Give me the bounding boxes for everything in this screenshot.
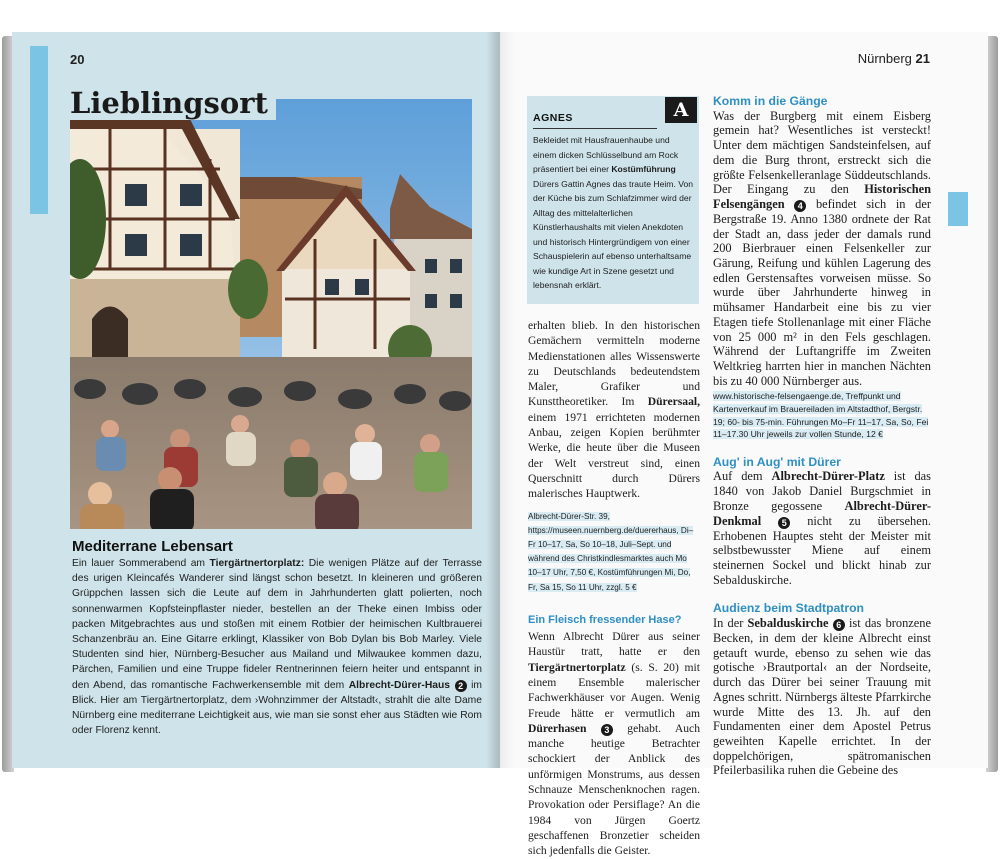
- middle-paragraph-1: [528, 318, 700, 502]
- text-run: Die wenigen Plätze auf der Terrasse des urigen Kleincafés Wanderer sind längst schon besetzt. In kleineren und größeren Grüppchen lassen sich die Leute auf dem in Jahrhunderten glatt polierten, noch sonnenwarmen Kopfsteinpflaster nieder, bestellen an der Theke einen Imbiss oder packen Mitgebrachtes aus und stoßen mit einem Rotbier der heimischen Kultbrauerei Schanzenbräu an. Eine Gitarre erklingt, Klassiker von Bob Dylan bis Bob Marley. Viele Studenten sind hier, Nürnberg-Besucher aus Mailand und Milwaukee kommen dazu, Pärchen, Familien und eine Truppe fideler Rentnerinnen feiern heiter und entspannt in den Abend, das romantische Fachwerkensemble mit dem: [72, 558, 482, 691]
- map-marker-number-icon: 6: [833, 619, 845, 631]
- text-run: (s. S. 20) mit einem Ensemble malerischer Fachwerkhäuser vor Augen. Wenig Freude hätte er vermutlich am: [528, 660, 700, 720]
- text-run: Was der Burgberg mit einem Eisberg gemein hat? Wesentliches ist versteckt! Unter dem mächtigen Sandsteinfelsen, auf dem die Burg thront, erstreckt sich die größte Felsenkelleranlage Süddeutschlands. Der Eingang zu den: [713, 108, 931, 197]
- middle-paragraph-2: [528, 629, 700, 858]
- bold-term: Dürersaal,: [647, 395, 700, 409]
- middle-column: [528, 318, 700, 859]
- bold-term: Sebalduskirche: [747, 616, 829, 631]
- text-run: Bekleidet mit Hausfrauenhaube und einem dicken Schlüsselbund am Rock präsentiert bei einer: [533, 135, 679, 174]
- map-marker-number-icon: 5: [778, 517, 790, 529]
- right-paragraph-1: [713, 109, 931, 389]
- bold-term: Albrecht-Dürer-Denkmal: [713, 498, 931, 528]
- duererhaus-info: [528, 510, 700, 595]
- text-run: Dürers Gattin Agnes das traute Heim. Von der Küche bis zum Schlafzimmer wird der Alltag des mittelalterlichen Künstlerhaushalts mit vielen Anekdoten und historisch Hintergründigem von einer Schauspielerin auf ebenso unterhaltsame wie kundige Art in Szene gesetzt und lebensnah erklärt.: [533, 178, 694, 290]
- text-run: [586, 722, 600, 735]
- heading-komm-in-die-gaenge: Komm in die Gänge: [713, 94, 828, 108]
- text-run: Auf dem: [713, 469, 772, 484]
- text-run: befindet sich in der Bergstraße 19. Anno 1380 ordnete der Rat der Stadt an, dass jeder der damals rund 200 Bierbrauer einen Felsenkeller zur Gärung, Reifung und kühlen Lagerung des edlen Gerstensaftes vorweisen müsse. So wurde über Jahrhunderte hinweg in mühsamer Handarbeit eine bis zu vier Etagen tiefe Stollenanlage mit einer Fläche von 25 000 m² in den Fels geschlagen. Während der Luftangriffe im Zweiten Weltkrieg harrten hier in manchen Nächten bis zu 40 000 Nürnberger aus.: [713, 196, 931, 388]
- tiergaertnertorplatz-photo: [70, 99, 472, 529]
- bold-term: Albrecht-Dürer-Haus: [348, 679, 451, 691]
- bold-term: Albrecht-Dürer-Platz: [771, 469, 885, 484]
- text-run: einem 1971 errichteten modernen Anbau, zeigen Kopien berühmter Werke, die heute über die Museen der Welt verstreut sind, einen Querschnitt durch Dürers malerisches Hauptwerk.: [528, 410, 700, 501]
- page-number-left: 20: [70, 52, 85, 67]
- text-run: nicht zu übersehen. Erhobenen Hauptes steht der Meister mit selbstbewusster Miene auf einem steinernen Sockel und blickt hinab zur Sebalduskirche.: [713, 513, 931, 587]
- felsengaenge-info: [713, 390, 931, 440]
- running-head-right: [840, 51, 930, 66]
- favorite-place-title: Lieblingsort: [66, 86, 276, 120]
- text-run: gehabt. Auch manche heutige Betrachter schockiert der Anblick des unförmigen Monstrums, aus dessen Schnauze Menschenknochen ragen. Provokation oder Persiflage? An die 1984 von Jürgen Goertz geschaffenen Bronzetier scheiden sich jedenfalls die Geister.: [528, 721, 700, 858]
- bold-term: Tiergärtnertorplatz: [528, 660, 626, 674]
- agnes-box-rule: [533, 128, 657, 129]
- bold-term: Historischen Felsengängen: [713, 182, 931, 211]
- map-marker-number-icon: 4: [794, 200, 806, 212]
- agnes-box-title: AGNES: [533, 112, 573, 124]
- right-paragraph-2: [713, 469, 931, 587]
- book-gutter: [486, 32, 514, 768]
- chapter-tab-right: [948, 192, 968, 226]
- duererhaus-info-text: Albrecht-Dürer-Str. 39, https://museen.nuernberg.de/duererhaus, Di–Fr 10–17, Sa, So 10–18, Juli–Sept. und während des Christkindlesmarktes auch Mo 10–17 Uhr, 7,50 €, Kostümführungen Mi, Do, Fr, Sa 15, So 11 Uhr, zzgl. 5 €: [528, 511, 694, 592]
- heading-aug-in-aug-mit-duerer: Aug' in Aug' mit Dürer: [713, 454, 841, 469]
- chapter-tab-left: [30, 46, 48, 214]
- page-number-right: 21: [915, 51, 930, 66]
- agnes-box-letter: A: [665, 97, 697, 123]
- text-run: Ein lauer Sommerabend am: [72, 558, 210, 569]
- text-run: erhalten blieb. In den historischen Gemächern vermitteln moderne Medienstationen alles Wissenswerte zu Deutschlands bedeutendstem Maler, Grafiker und Kunsttheoretiker. Im: [528, 319, 700, 409]
- text-run: ist das bronzene Becken, in dem der kleine Albrecht einst getauft wurde, ebenso zu sehen wie das gotische ›Brautportal‹ an der Nordseite, durch das Dürer bei seiner Trauung mit Agnes schritt. Nürnbergs älteste Pfarrkirche wurde Mitte des 13. Jh. auf den Fundamenten einer dem Apostel Petrus geweihten Kapelle errichtet. In der doppelchörigen, spätromanischen Pfeilerbasilika ruhen die Gebeine des: [713, 616, 931, 778]
- text-run: Wenn Albrecht Dürer aus seiner Haustür tratt, hatte er den: [528, 630, 700, 659]
- text-run: [761, 514, 778, 528]
- text-run: [785, 197, 795, 211]
- text-run: im Blick. Hier am Tiergärtnertorplatz, dem ›Wohnzimmer der Altstadt‹, strahlt die alte Dame Nürnberg eine mediterrane Leichtigkeit aus, wie man sie sonst eher aus Städten wie Rom oder Florenz kennt.: [72, 679, 482, 737]
- text-run: ist das 1840 von Jakob Daniel Burgschmiet in Bronze gegossene: [713, 469, 931, 513]
- bold-term: Dürerhasen: [528, 721, 587, 735]
- left-body-text: [72, 556, 482, 738]
- text-run: [450, 680, 455, 691]
- bold-term: Kostümführung: [611, 164, 676, 174]
- section-heading-mediterrane-lebensart: Mediterrane Lebensart: [72, 538, 233, 555]
- running-head-title: Nürnberg: [857, 51, 912, 66]
- text-run: In der: [713, 616, 748, 631]
- bold-term: Tiergärtnertorplatz:: [209, 558, 305, 569]
- heading-fleisch-fressender-hase: Ein Fleisch fressender Hase?: [528, 613, 682, 626]
- right-paragraph-3: [713, 616, 931, 778]
- map-marker-number-icon: 2: [455, 680, 467, 692]
- right-column: [713, 94, 931, 778]
- agnes-box-text: [533, 133, 695, 293]
- heading-audienz-beim-stadtpatron: Audienz beim Stadtpatron: [713, 601, 864, 616]
- map-marker-number-icon: 3: [601, 724, 613, 736]
- felsengaenge-info-text: www.historische-felsengaenge.de, Treffpunkt und Kartenverkauf im Brauereiladen im Altstadthof, Bergstr. 19; 60- bis 75-min. Führungen Mo–Fr 11–17, Sa, So, Fei 11–17.30 Uhr jeweils zur vollen Stunde, 12 €: [713, 391, 929, 440]
